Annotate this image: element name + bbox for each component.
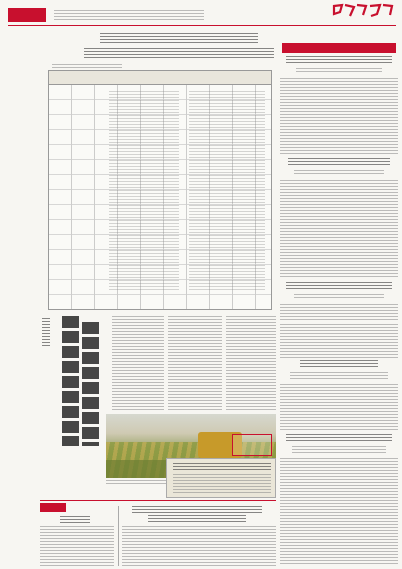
subhead-4-text — [290, 372, 388, 381]
feature-side-label — [40, 318, 52, 348]
subhead-1-text — [296, 68, 382, 74]
ad-title-text — [173, 463, 271, 471]
announcement-body — [122, 526, 276, 566]
header-rule — [8, 25, 396, 26]
vertical-title-text — [58, 316, 102, 452]
article-2-body — [280, 180, 398, 278]
headline-5-text — [286, 434, 392, 443]
headline-3-text — [286, 282, 392, 291]
ad-logo — [232, 434, 272, 456]
notice-title-line1-text — [100, 33, 258, 45]
right-article-1 — [280, 56, 398, 154]
body-column — [168, 316, 222, 412]
bottom-column-body — [40, 526, 114, 566]
table-cell-block — [189, 91, 265, 291]
article-1-body — [280, 78, 398, 154]
right-article-2 — [280, 158, 398, 278]
bottom-rule — [40, 500, 276, 501]
right-article-5 — [280, 434, 398, 456]
headline-4-text — [300, 360, 378, 369]
feature-vertical-title — [58, 316, 102, 452]
article-3-body — [280, 304, 398, 322]
subhead-5-text — [292, 446, 386, 455]
section-tag — [8, 8, 46, 22]
body-column — [280, 324, 398, 358]
date-line-text — [54, 10, 204, 20]
announcement-title-2-text — [148, 515, 246, 522]
bottom-column-title-text — [60, 516, 90, 523]
subhead-3-text — [294, 294, 384, 300]
notice-title-line2-text — [84, 48, 274, 60]
article-4-body — [280, 384, 398, 432]
right-article-4 — [280, 360, 398, 382]
masthead-logo — [330, 2, 396, 20]
subhead-2-text — [294, 170, 384, 176]
right-article-3 — [280, 282, 398, 322]
body-column — [112, 316, 164, 412]
table-header-row — [49, 71, 271, 85]
bottom-tag — [40, 503, 66, 512]
headline-1-text — [286, 56, 392, 65]
table-cell-block — [109, 91, 179, 291]
right-banner-label — [282, 43, 396, 53]
headline-2-text — [288, 158, 390, 167]
ad-box — [166, 458, 276, 498]
ad-subtitle-text — [173, 474, 271, 494]
body-column — [226, 316, 276, 412]
notice-title-block — [84, 33, 274, 63]
article-5-body — [280, 458, 398, 564]
side-label-text — [40, 318, 52, 348]
supervision-table — [48, 70, 272, 310]
bottom-divider — [118, 506, 119, 566]
announcement-title-1-text — [132, 506, 262, 513]
